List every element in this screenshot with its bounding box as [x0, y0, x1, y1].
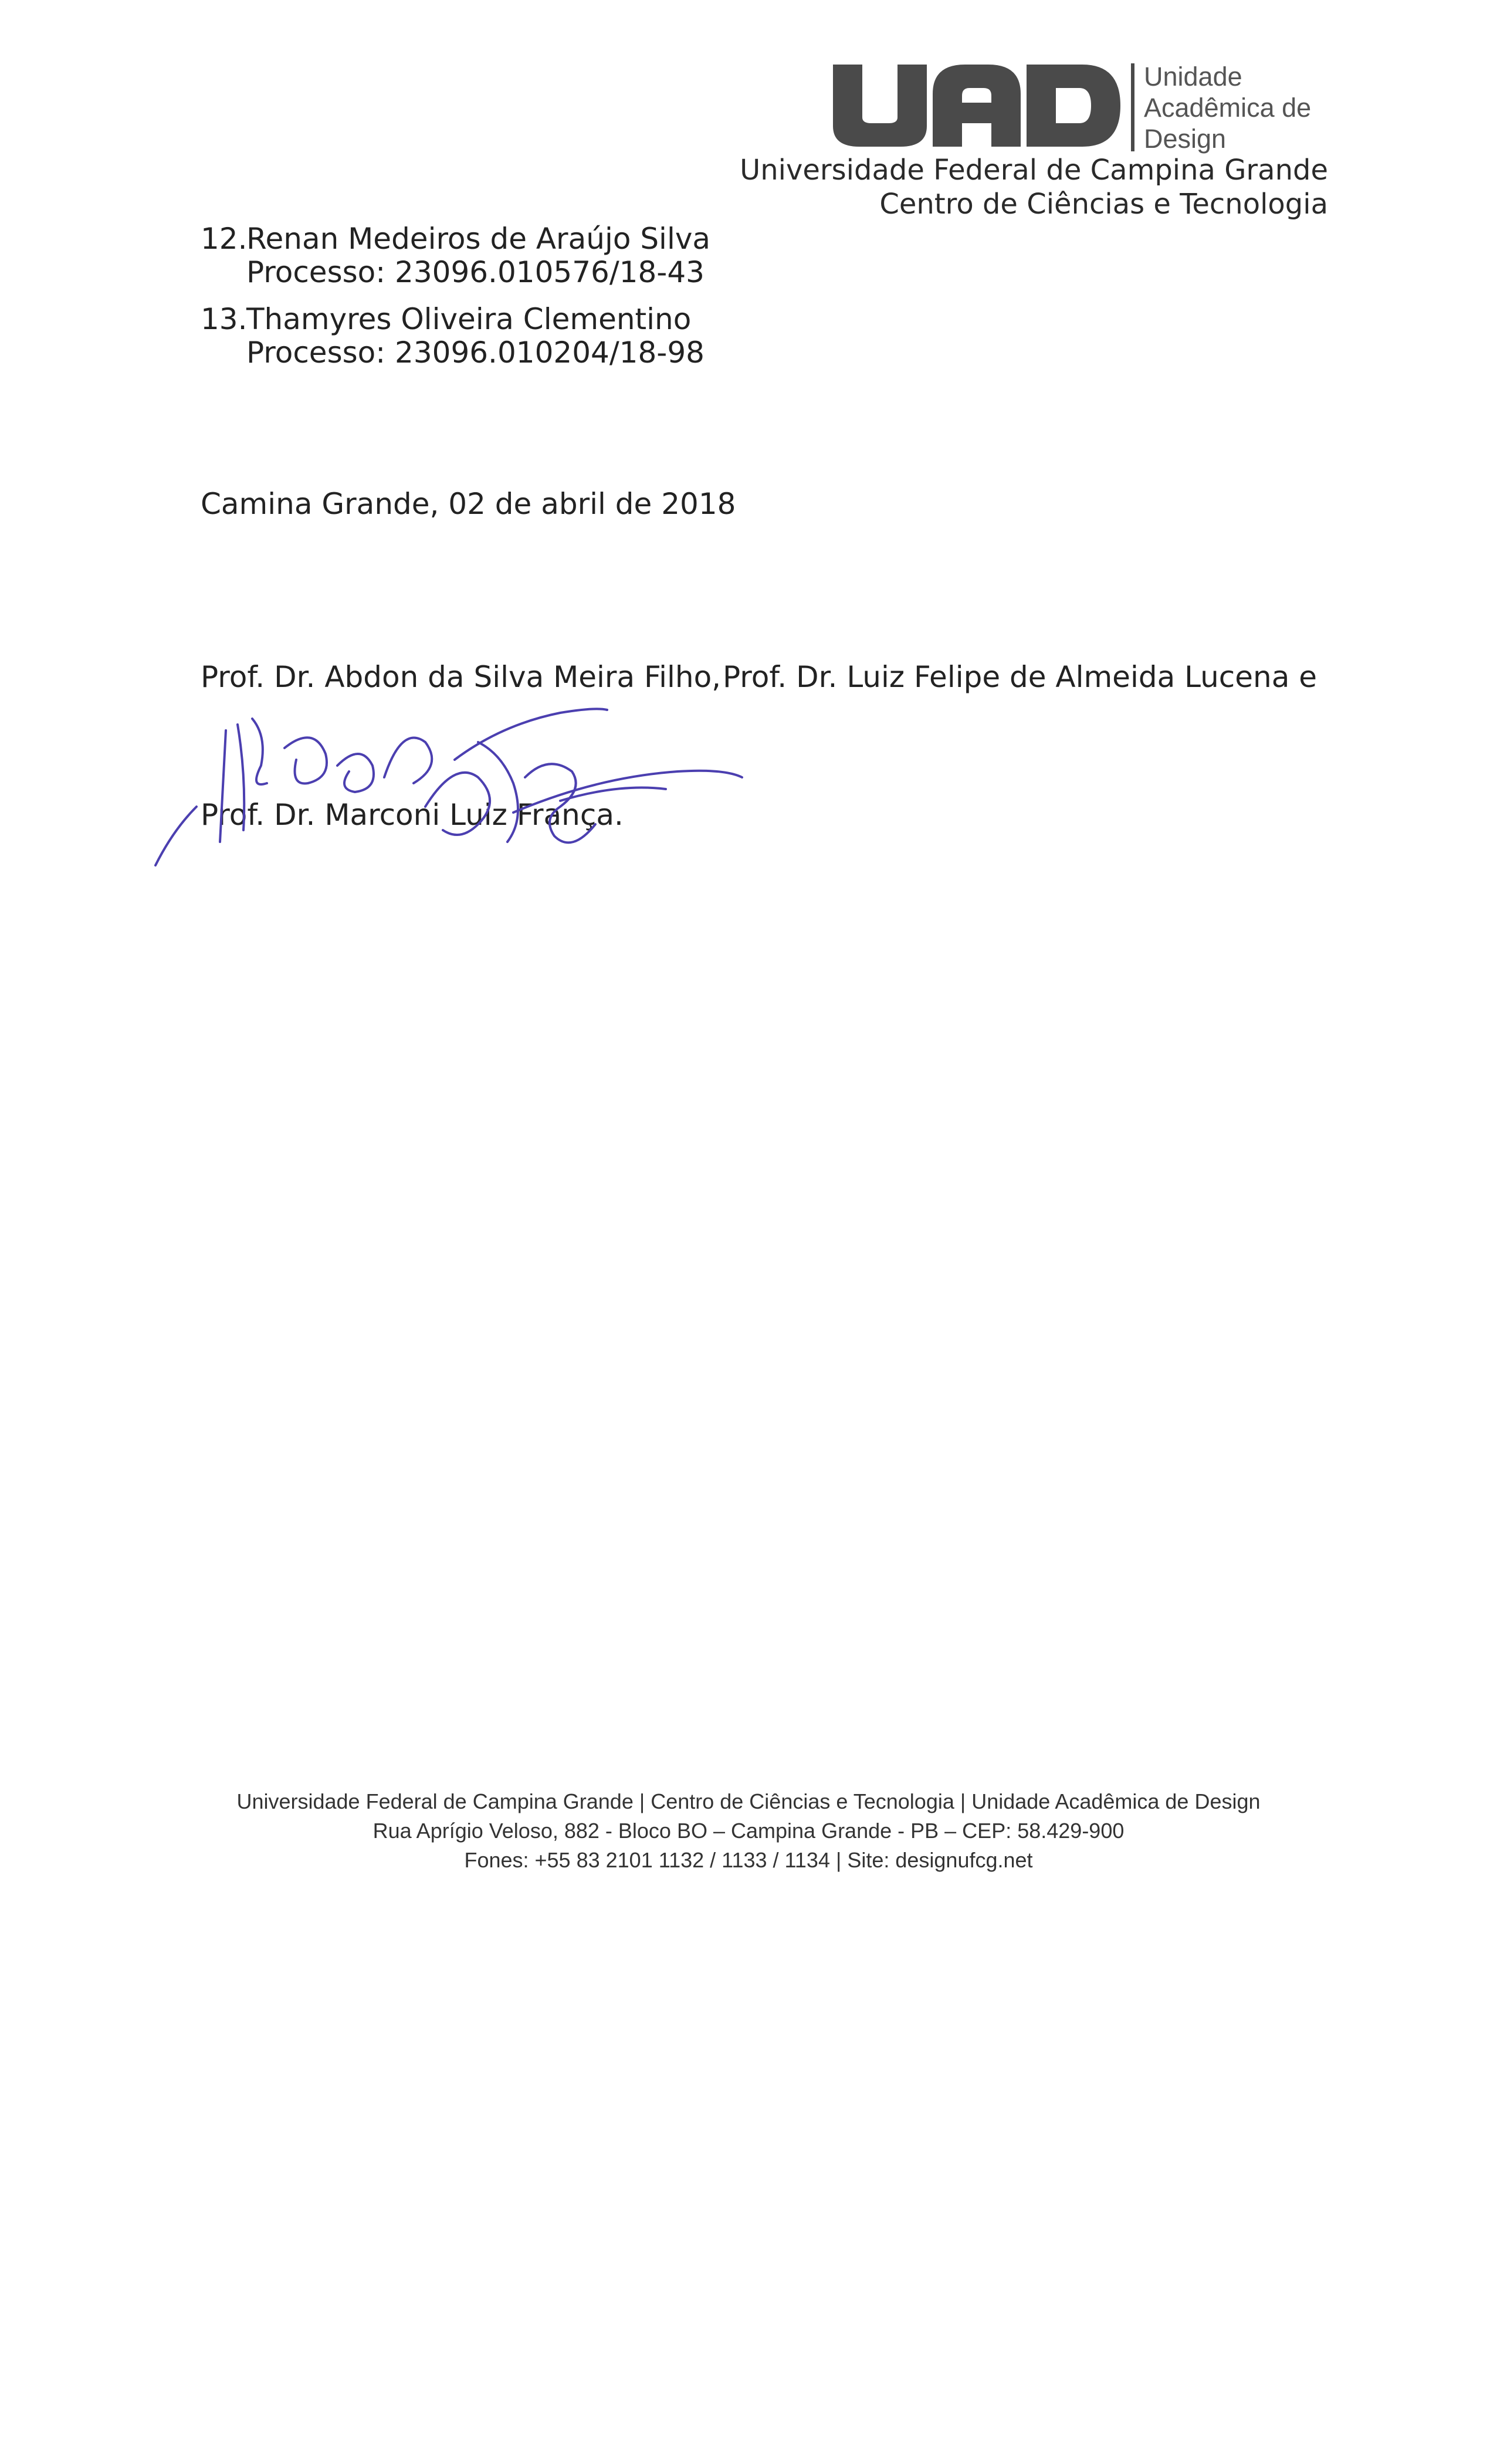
list-item-number: 12. [201, 222, 248, 256]
signatory-third: Prof. Dr. Marconi Luiz França. [201, 798, 624, 832]
list-item-process: Processo: 23096.010204/18-98 [246, 336, 705, 370]
logo-letter-a [933, 65, 1021, 147]
list-item-number: 13. [201, 302, 248, 336]
footer-line-3: Fones: +55 83 2101 1132 / 1133 / 1134 | Site: designufcg.net [464, 1848, 1033, 1872]
signatory-second: Prof. Dr. Luiz Felipe de Almeida Lucena e [723, 660, 1318, 694]
logo-caption-line-3: Design [1144, 124, 1227, 154]
institution-name: Universidade Federal de Campina Grande [740, 154, 1328, 187]
logo-divider [1131, 63, 1134, 151]
footer-line-2: Rua Aprígio Veloso, 882 - Bloco BO – Campina Grande - PB – CEP: 58.429-900 [372, 1819, 1125, 1843]
center-name: Centro de Ciências e Tecnologia [879, 188, 1328, 221]
logo-letter-u [833, 65, 927, 147]
uad-logo [830, 62, 1123, 150]
date-line: Camina Grande, 02 de abril de 2018 [201, 487, 736, 521]
list-item-name: Thamyres Oliveira Clementino [246, 302, 692, 336]
logo-letter-d [1027, 65, 1120, 147]
list-item-name: Renan Medeiros de Araújo Silva [246, 222, 711, 256]
footer-line-1: Universidade Federal de Campina Grande | Centro de Ciências e Tecnologia | Unidade Acadêmica de Design [236, 1789, 1261, 1813]
handwritten-signature [150, 689, 760, 877]
logo-caption [1144, 61, 1311, 154]
logo-caption-line-2: Acadêmica de [1144, 93, 1312, 123]
list-item-process: Processo: 23096.010576/18-43 [246, 255, 705, 289]
logo-caption-line-1: Unidade [1144, 62, 1242, 92]
signatory-first: Prof. Dr. Abdon da Silva Meira Filho, [201, 660, 722, 694]
